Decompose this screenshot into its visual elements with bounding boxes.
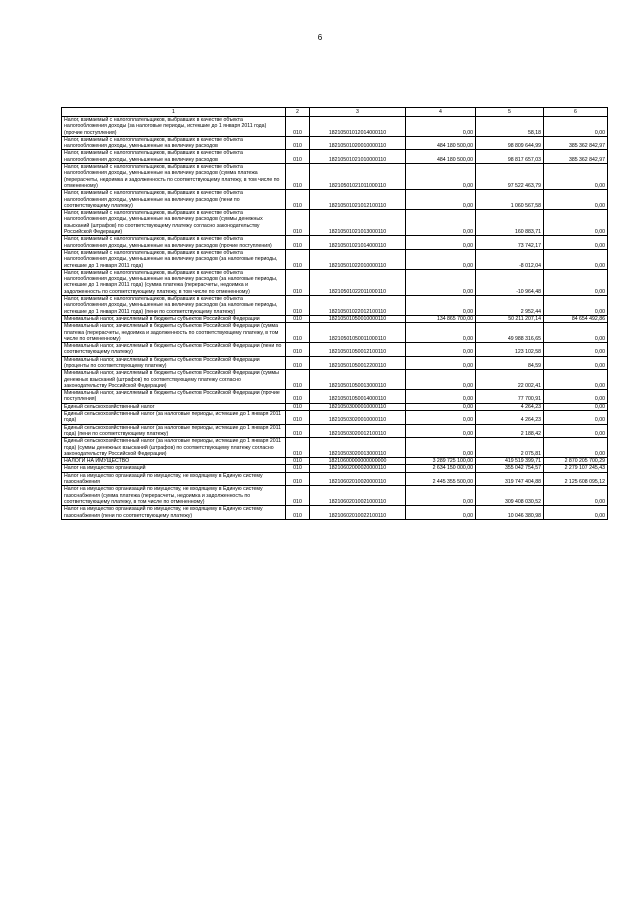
column-header: 3 <box>310 108 406 117</box>
row-name-cell: Налог, взимаемый с налогоплательщиков, выбравших в качестве объекта налогообложения доходы (за налоговые периоды, истекшие до 1 января 2011 года) (прочие поступления) <box>62 117 286 137</box>
column-header: 6 <box>544 108 608 117</box>
row-budget-code-cell: 18210501050011000110 <box>310 323 406 343</box>
row-budget-code-cell: 18210602000020000110 <box>310 465 406 472</box>
row-unexecuted-cell: 2 870 205 700,29 <box>544 458 608 465</box>
row-budget-code-cell: 18210501050012200110 <box>310 356 406 370</box>
row-line-code-cell: 010 <box>286 465 310 472</box>
row-executed-cell: 355 042 754,57 <box>476 465 544 472</box>
row-line-code-cell: 010 <box>286 136 310 150</box>
row-budget-code-cell: 18210501020010000110 <box>310 136 406 150</box>
row-approved-cell: 0,00 <box>406 438 476 458</box>
row-line-code-cell: 010 <box>286 356 310 370</box>
row-name-cell: Налог, взимаемый с налогоплательщиков, выбравших в качестве объекта налогообложения доходы, уменьшенные на величину расходов (пени по соответствующему платежу) <box>62 190 286 210</box>
row-line-code-cell: 010 <box>286 438 310 458</box>
row-line-code-cell: 010 <box>286 370 310 390</box>
row-line-code-cell: 010 <box>286 411 310 425</box>
row-approved-cell: 0,00 <box>406 323 476 343</box>
row-executed-cell: 2 952,44 <box>476 296 544 316</box>
row-name-cell: Налог, взимаемый с налогоплательщиков, выбравших в качестве объекта налогообложения доходы, уменьшенные на величину расходов <box>62 136 286 150</box>
row-line-code-cell: 010 <box>286 296 310 316</box>
row-name-cell: Налог, взимаемый с налогоплательщиков, выбравших в качестве объекта налогообложения доходы, уменьшенные на величину расходов (прочие поступления) <box>62 236 286 250</box>
row-approved-cell: 484 180 500,00 <box>406 136 476 150</box>
row-line-code-cell: 010 <box>286 458 310 465</box>
row-name-cell: Налог, взимаемый с налогоплательщиков, выбравших в качестве объекта налогообложения доходы, уменьшенные на величину расходов (суммы денежных взысканий (штрафов) по соответствующему платежу согласно законодательству Российской Федерации) <box>62 210 286 236</box>
table-row <box>62 269 608 295</box>
table-row <box>62 506 608 520</box>
row-name-cell: Минимальный налог, зачисляемый в бюджеты субъектов Российской Федерации (сумма платежа (перерасчеты, недоимка и задолженность по соответствующему платежу, в том числе по отмененному) <box>62 323 286 343</box>
row-unexecuted-cell: 0,00 <box>544 117 608 137</box>
row-unexecuted-cell: 385 362 842,97 <box>544 136 608 150</box>
table-row <box>62 465 608 472</box>
row-budget-code-cell: 18210600000000000000 <box>310 458 406 465</box>
row-approved-cell: 0,00 <box>406 117 476 137</box>
row-unexecuted-cell: 0,00 <box>544 323 608 343</box>
row-unexecuted-cell: 0,00 <box>544 343 608 357</box>
row-line-code-cell: 010 <box>286 506 310 520</box>
table-row <box>62 210 608 236</box>
row-unexecuted-cell: 0,00 <box>544 486 608 506</box>
row-approved-cell: 3 289 725 100,00 <box>406 458 476 465</box>
row-budget-code-cell: 18210503020013000110 <box>310 438 406 458</box>
row-approved-cell: 0,00 <box>406 343 476 357</box>
row-approved-cell: 134 865 700,00 <box>406 315 476 322</box>
row-approved-cell: 2 634 150 000,00 <box>406 465 476 472</box>
row-name-cell: Налог, взимаемый с налогоплательщиков, выбравших в качестве объекта налогообложения доходы, уменьшенные на величину расходов <box>62 150 286 164</box>
row-line-code-cell: 010 <box>286 424 310 438</box>
row-approved-cell: 0,00 <box>406 486 476 506</box>
row-line-code-cell: 010 <box>286 343 310 357</box>
row-unexecuted-cell: 0,00 <box>544 296 608 316</box>
row-budget-code-cell: 18210503000010000110 <box>310 403 406 410</box>
table-row <box>62 486 608 506</box>
row-budget-code-cell: 18210501021012100110 <box>310 190 406 210</box>
row-name-cell: Налог, взимаемый с налогоплательщиков, выбравших в качестве объекта налогообложения доходы, уменьшенные на величину расходов (за налоговые периоды, истекшие до 1 января 2011 года) (сумма платежа (перерасчеты, недоимка и задолженность по соответствующему платежу, в том числе по отмененному) <box>62 269 286 295</box>
row-budget-code-cell: 18210602010021000110 <box>310 486 406 506</box>
revenue-table <box>61 107 608 520</box>
table-row <box>62 356 608 370</box>
row-budget-code-cell: 18210602010022100110 <box>310 506 406 520</box>
row-name-cell: Налог, взимаемый с налогоплательщиков, выбравших в качестве объекта налогообложения доходы, уменьшенные на величину расходов (сумма платежа (перерасчеты, недоимка и задолженность по соответствующему платежу, в том числе по отмененному) <box>62 164 286 190</box>
row-executed-cell: 123 102,58 <box>476 343 544 357</box>
row-line-code-cell: 010 <box>286 150 310 164</box>
row-line-code-cell: 010 <box>286 390 310 404</box>
row-budget-code-cell: 18210501022010000110 <box>310 249 406 269</box>
row-unexecuted-cell: 0,00 <box>544 210 608 236</box>
row-line-code-cell: 010 <box>286 472 310 486</box>
row-name-cell: Налог на имущество организаций по имуществу, не входящему в Единую систему газоснабжения (сумма платежа (перерасчеты, недоимка и задолженность по соответствующему платежу, в том числе по отмененному) <box>62 486 286 506</box>
row-executed-cell: 73 742,17 <box>476 236 544 250</box>
page-number: 6 <box>317 33 323 42</box>
row-executed-cell: 50 211 207,14 <box>476 315 544 322</box>
row-budget-code-cell: 18210501021011000110 <box>310 164 406 190</box>
column-header: 2 <box>286 108 310 117</box>
row-budget-code-cell: 18210501012014000110 <box>310 117 406 137</box>
row-budget-code-cell: 18210501021013000110 <box>310 210 406 236</box>
row-executed-cell: 10 046 380,98 <box>476 506 544 520</box>
row-name-cell: НАЛОГИ НА ИМУЩЕСТВО <box>62 458 286 465</box>
row-approved-cell: 2 445 355 500,00 <box>406 472 476 486</box>
row-budget-code-cell: 18210501050010000110 <box>310 315 406 322</box>
table-row <box>62 249 608 269</box>
row-executed-cell: -8 012,04 <box>476 249 544 269</box>
row-executed-cell: 2 075,81 <box>476 438 544 458</box>
table-row <box>62 150 608 164</box>
row-name-cell: Единый сельскохозяйственный налог (за налоговые периоды, истекшие до 1 января 2011 года) <box>62 411 286 425</box>
row-unexecuted-cell: 0,00 <box>544 438 608 458</box>
row-unexecuted-cell: 0,00 <box>544 190 608 210</box>
table-row <box>62 323 608 343</box>
row-executed-cell: 2 188,42 <box>476 424 544 438</box>
row-budget-code-cell: 18210501022012100110 <box>310 296 406 316</box>
row-approved-cell: 0,00 <box>406 249 476 269</box>
row-line-code-cell: 010 <box>286 190 310 210</box>
row-name-cell: Минимальный налог, зачисляемый в бюджеты субъектов Российской Федерации <box>62 315 286 322</box>
row-unexecuted-cell: 0,00 <box>544 424 608 438</box>
row-unexecuted-cell: 0,00 <box>544 390 608 404</box>
row-unexecuted-cell: 0,00 <box>544 506 608 520</box>
row-budget-code-cell: 18210503020010000110 <box>310 411 406 425</box>
row-approved-cell: 0,00 <box>406 403 476 410</box>
table-row <box>62 315 608 322</box>
row-line-code-cell: 010 <box>286 315 310 322</box>
row-budget-code-cell: 18210501050014000110 <box>310 390 406 404</box>
row-approved-cell: 0,00 <box>406 370 476 390</box>
table-row <box>62 458 608 465</box>
table-row <box>62 136 608 150</box>
row-executed-cell: 77 700,91 <box>476 390 544 404</box>
table-row <box>62 424 608 438</box>
row-name-cell: Минимальный налог, зачисляемый в бюджеты субъектов Российской Федерации (проценты по соответствующему платежу) <box>62 356 286 370</box>
row-name-cell: Налог на имущество организаций по имуществу, не входящему в Единую систему газоснабжения <box>62 472 286 486</box>
row-approved-cell: 0,00 <box>406 210 476 236</box>
row-approved-cell: 0,00 <box>406 164 476 190</box>
row-unexecuted-cell: 0,00 <box>544 356 608 370</box>
row-executed-cell: 97 522 463,79 <box>476 164 544 190</box>
row-unexecuted-cell: 0,00 <box>544 164 608 190</box>
row-approved-cell: 0,00 <box>406 411 476 425</box>
row-unexecuted-cell: 385 362 842,97 <box>544 150 608 164</box>
table-row <box>62 343 608 357</box>
row-unexecuted-cell: 0,00 <box>544 249 608 269</box>
row-approved-cell: 484 180 500,00 <box>406 150 476 164</box>
row-executed-cell: 98 809 644,99 <box>476 136 544 150</box>
row-approved-cell: 0,00 <box>406 269 476 295</box>
row-executed-cell: 1 060 567,58 <box>476 190 544 210</box>
row-executed-cell: 309 408 030,52 <box>476 486 544 506</box>
row-executed-cell: 4 264,23 <box>476 403 544 410</box>
row-approved-cell: 0,00 <box>406 190 476 210</box>
row-approved-cell: 0,00 <box>406 236 476 250</box>
row-executed-cell: 319 747 404,88 <box>476 472 544 486</box>
row-executed-cell: -10 964,48 <box>476 269 544 295</box>
row-line-code-cell: 010 <box>286 269 310 295</box>
row-executed-cell: 49 988 316,65 <box>476 323 544 343</box>
row-line-code-cell: 010 <box>286 249 310 269</box>
row-approved-cell: 0,00 <box>406 424 476 438</box>
table-row <box>62 296 608 316</box>
row-budget-code-cell: 18210501050012100110 <box>310 343 406 357</box>
row-name-cell: Единый сельскохозяйственный налог <box>62 403 286 410</box>
column-header: 4 <box>406 108 476 117</box>
row-budget-code-cell: 18210602010020000110 <box>310 472 406 486</box>
row-budget-code-cell: 18210501021010000110 <box>310 150 406 164</box>
row-name-cell: Единый сельскохозяйственный налог (за налоговые периоды, истекшие до 1 января 2011 года) (пени по соответствующему платежу) <box>62 424 286 438</box>
row-approved-cell: 0,00 <box>406 506 476 520</box>
table-row <box>62 370 608 390</box>
row-unexecuted-cell: 0,00 <box>544 269 608 295</box>
row-executed-cell: 98 817 657,03 <box>476 150 544 164</box>
row-line-code-cell: 010 <box>286 486 310 506</box>
table-row <box>62 411 608 425</box>
row-budget-code-cell: 18210501021014000110 <box>310 236 406 250</box>
row-name-cell: Минимальный налог, зачисляемый в бюджеты субъектов Российской Федерации (прочие поступления) <box>62 390 286 404</box>
row-name-cell: Налог на имущество организаций по имуществу, не входящему в Единую систему газоснабжения (пени по соответствующему платежу) <box>62 506 286 520</box>
row-line-code-cell: 010 <box>286 403 310 410</box>
row-unexecuted-cell: 2 125 608 095,12 <box>544 472 608 486</box>
column-header: 1 <box>62 108 286 117</box>
row-executed-cell: 58,18 <box>476 117 544 137</box>
row-line-code-cell: 010 <box>286 323 310 343</box>
column-header: 5 <box>476 108 544 117</box>
table-header-row <box>62 108 608 117</box>
row-line-code-cell: 010 <box>286 164 310 190</box>
row-budget-code-cell: 18210501050013000110 <box>310 370 406 390</box>
row-unexecuted-cell: 84 654 492,86 <box>544 315 608 322</box>
row-name-cell: Минимальный налог, зачисляемый в бюджеты субъектов Российской Федерации (пени по соответствующему платежу) <box>62 343 286 357</box>
row-executed-cell: 419 519 399,71 <box>476 458 544 465</box>
row-name-cell: Налог, взимаемый с налогоплательщиков, выбравших в качестве объекта налогообложения доходы, уменьшенные на величину расходов (за налоговые периоды, истекшие до 1 января 2011 года) <box>62 249 286 269</box>
row-executed-cell: 84,59 <box>476 356 544 370</box>
row-name-cell: Налог на имущество организаций <box>62 465 286 472</box>
table-row <box>62 117 608 137</box>
table-row <box>62 472 608 486</box>
row-unexecuted-cell: 0,00 <box>544 403 608 410</box>
table-row <box>62 164 608 190</box>
row-approved-cell: 0,00 <box>406 356 476 370</box>
row-unexecuted-cell: 0,00 <box>544 370 608 390</box>
table-row <box>62 403 608 410</box>
row-executed-cell: 22 002,41 <box>476 370 544 390</box>
row-unexecuted-cell: 0,00 <box>544 236 608 250</box>
row-name-cell: Налог, взимаемый с налогоплательщиков, выбравших в качестве объекта налогообложения доходы, уменьшенные на величину расходов (за налоговые периоды, истекшие до 1 января 2011 года) (пени по соответствующему платежу) <box>62 296 286 316</box>
row-line-code-cell: 010 <box>286 210 310 236</box>
row-name-cell: Единый сельскохозяйственный налог (за налоговые периоды, истекшие до 1 января 2011 года) (суммы денежных взысканий (штрафов) по соответствующему платежу согласно законодательству Российской Федерации) <box>62 438 286 458</box>
row-line-code-cell: 010 <box>286 236 310 250</box>
row-approved-cell: 0,00 <box>406 296 476 316</box>
table-row <box>62 190 608 210</box>
row-approved-cell: 0,00 <box>406 390 476 404</box>
row-executed-cell: 160 883,71 <box>476 210 544 236</box>
row-budget-code-cell: 18210501022011000110 <box>310 269 406 295</box>
table-row <box>62 236 608 250</box>
row-budget-code-cell: 18210503020012100110 <box>310 424 406 438</box>
row-unexecuted-cell: 0,00 <box>544 411 608 425</box>
table-row <box>62 438 608 458</box>
row-unexecuted-cell: 2 279 107 245,43 <box>544 465 608 472</box>
row-executed-cell: 4 264,23 <box>476 411 544 425</box>
row-line-code-cell: 010 <box>286 117 310 137</box>
table-row <box>62 390 608 404</box>
row-name-cell: Минимальный налог, зачисляемый в бюджеты субъектов Российской Федерации (суммы денежных взысканий (штрафов) по соответствующему платежу согласно законодательству Российской Федерации) <box>62 370 286 390</box>
